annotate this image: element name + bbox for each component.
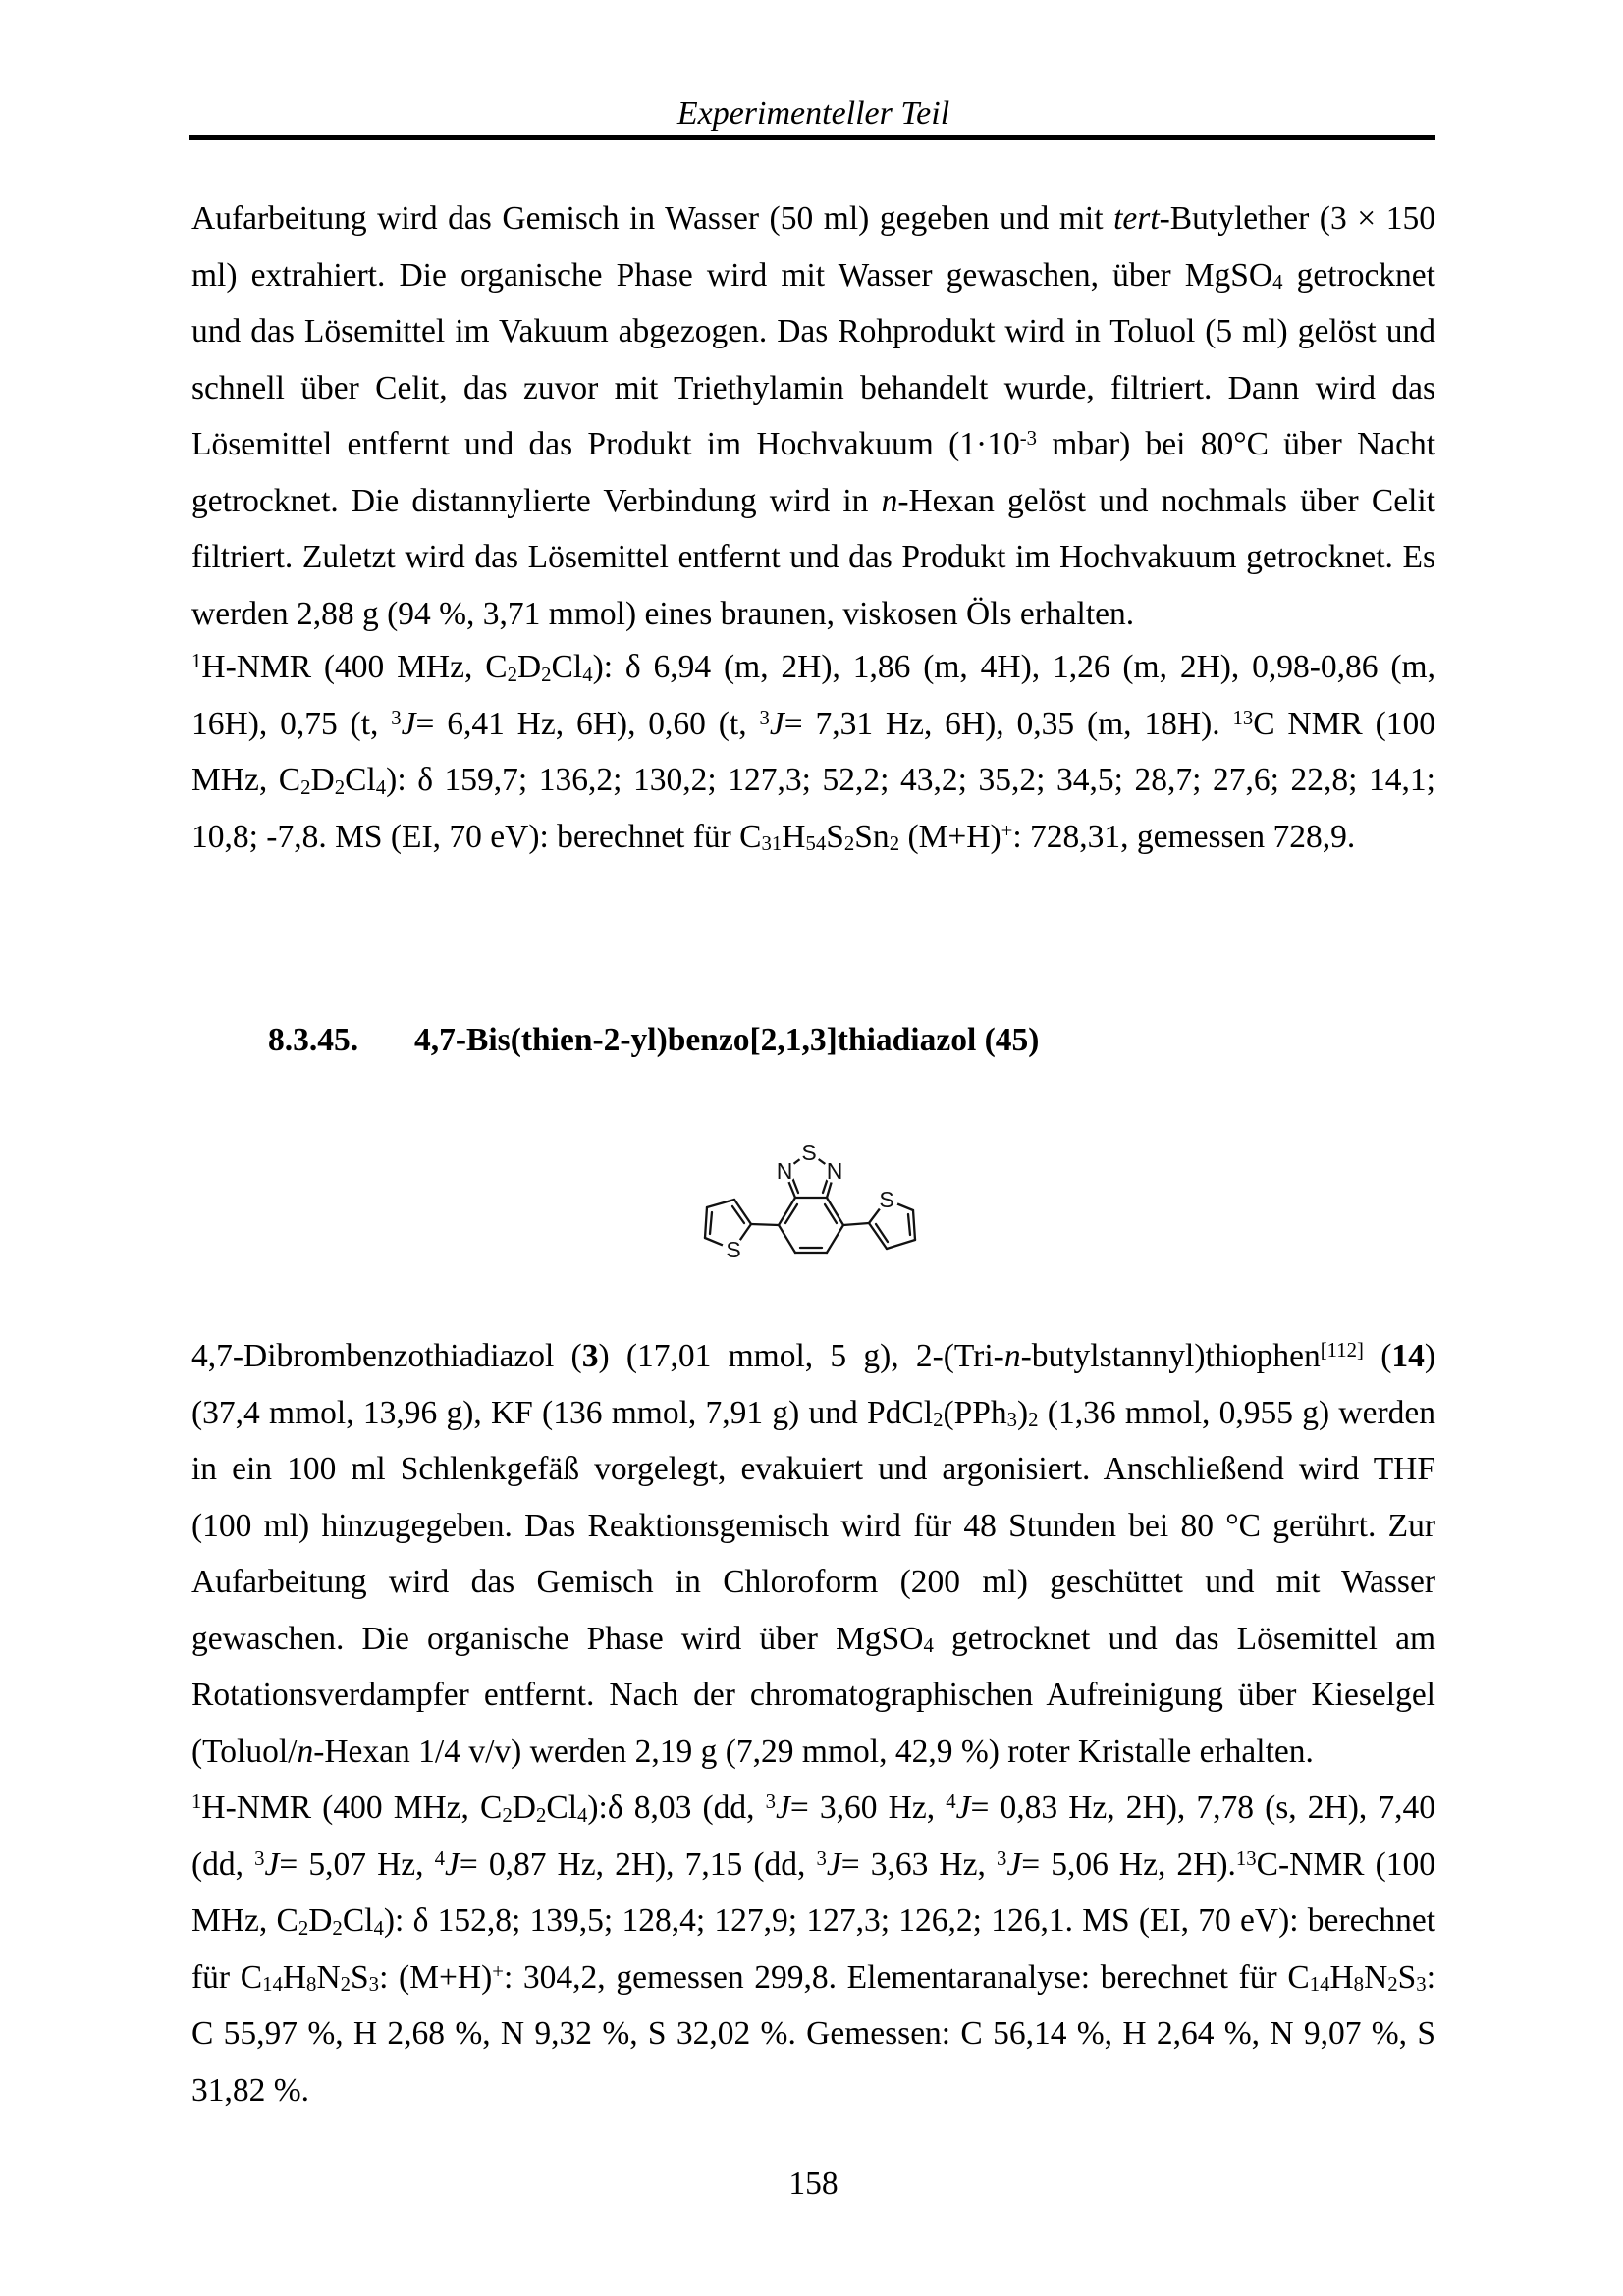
- paragraph-nmr-product: [191, 1780, 1435, 2118]
- paragraph-workup-procedure: [191, 190, 1435, 642]
- text-line: 10,8; -7,8. MS (EI, 70 eV): berechnet für $C_{31}H_{54}S_2Sn_2$ (M+H)+: 728,31, gemessen 728,9.: [191, 818, 1356, 856]
- text-line: (100 ml) hinzugegeben. Das Reaktionsgemisch wird für 48 Stunden bei 80 °C gerührt. Zur: [191, 1507, 1435, 1544]
- text-line: Rotationsverdampfer entfernt. Nach der chromatographischen Aufreinigung über Kieselgel: [191, 1677, 1435, 1713]
- text-line: werden 2,88 g (94 %, 3,71 mmol) eines braunen, viskosen Öls erhalten.: [191, 595, 1135, 632]
- chemical-structure-drawing: [638, 1109, 1011, 1296]
- text-line: in ein 100 ml Schlenkgefäß vorgelegt, evakuiert und argonisiert. Anschließend wird THF: [191, 1451, 1435, 1487]
- text-line: ml) extrahiert. Die organische Phase wird mit Wasser gewaschen, über MgSO$_4$ getrocknet: [191, 256, 1435, 294]
- sulfur-atom-label: S: [801, 1140, 817, 1165]
- text-line: (37,4 mmol, 13,96 g), KF (136 mmol, 7,91 g) und $PdCl_2(PPh_3)_2$ (1,36 mmol, 0,955 g) werden: [191, 1394, 1435, 1432]
- text-line: C 55,97 %, H 2,68 %, N 9,32 %, S 32,02 %. Gemessen: C 56,14 %, H 2,64 %, N 9,07 %, S: [191, 2015, 1435, 2052]
- chemical-structure-figure: [638, 1109, 1011, 1296]
- text-line: (Toluol/n-Hexan 1/4 v/v) werden 2,19 g (7,29 mmol, 42,9 %) roter Kristalle erhalten.: [191, 1733, 1314, 1770]
- text-line: Aufarbeitung wird das Gemisch in Wasser (50 ml) gegeben und mit tert-Butylether (3 × 150: [191, 200, 1435, 237]
- text-line: filtriert. Zuletzt wird das Lösemittel entfernt und das Produkt im Hochvakuum getrocknet. Es: [191, 539, 1435, 575]
- text-line: schnell über Celit, das zuvor mit Triethylamin behandelt wurde, filtriert. Dann wird das: [191, 369, 1435, 406]
- page-number: 158: [788, 2165, 839, 2202]
- text-line: 16H), 0,75 (t, $^3$J= 6,41 Hz, 6H), 0,60 (t, $^3$J= 7,31 Hz, 6H), 0,35 (m, 18H). $^{13}$C NMR (100: [191, 705, 1435, 742]
- text-line: $^1$H-NMR (400 MHz, $C_2D_2Cl_4):\delta$ 8,03 (dd, $^3$J= 3,60 Hz, $^4$J= 0,83 Hz, 2H), 7,78 (s, 2H), 7,40: [191, 1789, 1435, 1827]
- text-line: und das Lösemittel im Vakuum abgezogen. Das Rohprodukt wird in Toluol (5 ml) gelöst und: [191, 313, 1435, 349]
- text-line: (dd, $^3$J= 5,07 Hz, $^4$J= 0,87 Hz, 2H), 7,15 (dd, $^3$J= 3,63 Hz, $^3$J= 5,06 Hz, 2H).$^{13}$C-NMR (100: [191, 1845, 1435, 1883]
- text-line: MHz, $C_2D_2Cl_4$): δ 152,8; 139,5; 128,4; 127,9; 127,3; 126,2; 126,1. MS (EI, 70 eV): berechnet: [191, 1902, 1435, 1940]
- paragraph-nmr-distannyl: [191, 639, 1435, 865]
- nitrogen-atom-label: N: [776, 1158, 793, 1184]
- text-line: MHz, $C_2D_2Cl_4$): δ 159,7; 136,2; 130,2; 127,3; 52,2; 43,2; 35,2; 34,5; 28,7; 27,6; 22,8; 14,1;: [191, 762, 1435, 799]
- text-line: gewaschen. Die organische Phase wird über MgSO$_4$ getrocknet und das Lösemittel am: [191, 1620, 1435, 1658]
- nitrogen-atom-label: N: [826, 1158, 843, 1184]
- sulfur-atom-label: S: [879, 1187, 894, 1212]
- text-line: 31,82 %.: [191, 2071, 310, 2109]
- running-header-title: Experimenteller Teil: [676, 95, 950, 132]
- text-line: für $C_{14}H_8N_2S_3$: (M+H)+: 304,2, gemessen 299,8. Elementaranalyse: berechnet für $C_{14}H_8N_2S_3$:: [191, 1958, 1435, 1997]
- sulfur-atom-label: S: [726, 1237, 741, 1262]
- header-rule: [189, 135, 1435, 140]
- text-line: $^1$H-NMR (400 MHz, $C_2D_2Cl_4$): δ 6,94 (m, 2H), 1,86 (m, 4H), 1,26 (m, 2H), 0,98-0,86 (m,: [191, 649, 1435, 686]
- text-line: 4,7-Dibrombenzothiadiazol (3) (17,01 mmol, 5 g), 2-(Tri-n-butylstannyl)thiophen[112] (14): [191, 1338, 1436, 1374]
- section-heading-number: 8.3.45.: [268, 1022, 359, 1058]
- section-heading-title: 4,7-Bis(thien-2-yl)benzo[2,1,3]thiadiazol (45): [414, 1022, 1040, 1058]
- text-line: getrocknet. Die distannylierte Verbindung wird in n-Hexan gelöst und nochmals über Celit: [191, 482, 1435, 519]
- section-heading: [191, 1012, 1435, 1069]
- atom-labels: [726, 1140, 893, 1262]
- paragraph-synthesis-procedure: [191, 1328, 1435, 1780]
- text-line: Lösemittel entfernt und das Produkt im Hochvakuum ($1\cdot 10^{-3}$ mbar) bei 80°C über Nacht: [191, 426, 1435, 462]
- text-line: Aufarbeitung wird das Gemisch in Chloroform (200 ml) geschüttet und mit Wasser: [191, 1564, 1435, 1600]
